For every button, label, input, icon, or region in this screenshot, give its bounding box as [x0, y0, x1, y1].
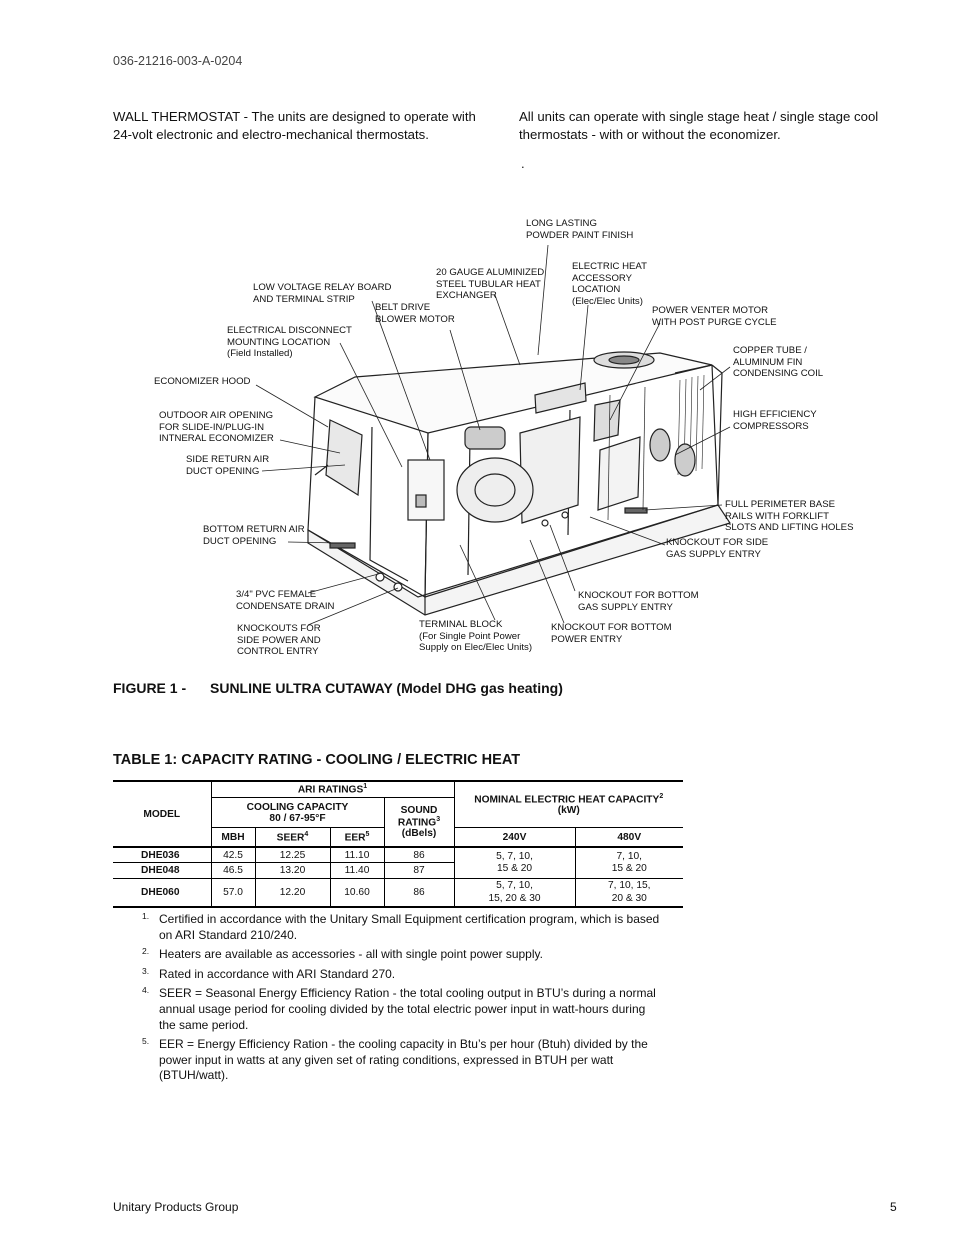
header-model: MODEL [113, 781, 211, 847]
label-outdoor-air-opening: OUTDOOR AIR OPENING FOR SLIDE-IN/PLUG-IN INTNERAL ECONOMIZER [159, 410, 274, 445]
header-nominal-heat: NOMINAL ELECTRIC HEAT CAPACITY$^2$ (kW) [454, 781, 683, 828]
cell-eer: 10.60 [330, 879, 384, 908]
cell-mbh: 42.5 [211, 847, 255, 863]
label-bottom-return: BOTTOM RETURN AIR DUCT OPENING [203, 524, 305, 547]
footnote: 2. Heaters are available as accessories - all with single point power supply. [142, 946, 543, 962]
label-terminal-block: TERMINAL BLOCK (For Single Point Power Supply on Elec/Elec Units) [419, 619, 533, 654]
cell-heat-480v: 7, 10, 15, 20 & 30 [575, 879, 683, 908]
cell-eer: 11.10 [330, 847, 384, 863]
header-mbh: MBH [211, 828, 255, 848]
label-heat-exchanger: 20 GAUGE ALUMINIZED STEEL TUBULAR HEAT EXCHANGER [436, 267, 545, 302]
label-low-voltage-board: LOW VOLTAGE RELAY BOARD AND TERMINAL STRIP [253, 282, 392, 305]
label-powder-paint: LONG LASTING POWDER PAINT FINISH [526, 218, 634, 241]
figure-number: FIGURE 1 - [113, 680, 187, 696]
label-knockout-bottom-power: KNOCKOUT FOR BOTTOM POWER ENTRY [551, 622, 672, 645]
intro-thermostat-text: WALL THERMOSTAT - The units are designed to operate with 24-volt electronic and electro-mechanical thermostats. [113, 109, 476, 142]
label-electric-heat-location: ELECTRIC HEAT ACCESSORY LOCATION (Elec/Elec Units) [572, 261, 647, 307]
footnote: 5. EER = Energy Efficiency Ration - the cooling capacity in Btu’s per hour (Btuh) divided by the power input in watts at any given set of rating conditions, expressed in BTUH per watt (BTUH/watt). [142, 1036, 648, 1083]
cell-sound: 86 [384, 879, 454, 908]
header-sound-rating: SOUND RATING$^3$ (dBels) [384, 798, 454, 848]
label-knockout-bottom-gas: KNOCKOUT FOR BOTTOM GAS SUPPLY ENTRY [578, 590, 699, 613]
table-title: TABLE 1: CAPACITY RATING - COOLING / ELECTRIC HEAT [113, 752, 521, 768]
header-480v: 480V [575, 828, 683, 848]
cell-mbh: 57.0 [211, 879, 255, 908]
label-power-venter: POWER VENTER MOTOR WITH POST PURGE CYCLE [652, 305, 777, 328]
header-seer: SEER$^4$ [255, 828, 330, 848]
label-economizer-hood: ECONOMIZER HOOD [154, 376, 251, 387]
header-240v: 240V [454, 828, 575, 848]
cell-seer: 13.20 [255, 863, 330, 879]
label-condensate-drain: 3/4" PVC FEMALE CONDENSATE DRAIN [236, 589, 335, 612]
figure-title: SUNLINE ULTRA CUTAWAY (Model DHG gas heating) [210, 680, 563, 696]
footnote: 1. Certified in accordance with the Unitary Small Equipment certification program, which is based on ARI Standard 210/240. [142, 911, 660, 942]
label-knockouts-side-power: KNOCKOUTS FOR SIDE POWER AND CONTROL ENTRY [237, 623, 321, 658]
cell-heat-480v: 7, 10, 15 & 20 [575, 847, 683, 879]
cell-model: DHE060 [141, 887, 180, 898]
cell-eer: 11.40 [330, 863, 384, 879]
cell-seer: 12.25 [255, 847, 330, 863]
header-eer: EER$^5$ [330, 828, 384, 848]
label-base-rails: FULL PERIMETER BASE RAILS WITH FORKLIFT SLOTS AND LIFTING HOLES [725, 499, 854, 534]
footer-company: Unitary Products Group [113, 1200, 239, 1214]
label-compressors: HIGH EFFICIENCY COMPRESSORS [733, 409, 817, 432]
label-electrical-disconnect: ELECTRICAL DISCONNECT MOUNTING LOCATION (Field Installed) [227, 325, 352, 360]
cell-model: DHE036 [113, 847, 211, 863]
label-knockout-side-gas: KNOCKOUT FOR SIDE GAS SUPPLY ENTRY [666, 537, 769, 560]
cell-heat-240v: 5, 7, 10, 15 & 20 [454, 847, 575, 879]
cell-sound: 86 [384, 847, 454, 863]
page-number: 5 [890, 1200, 897, 1214]
header-cooling-capacity: COOLING CAPACITY 80 / 67-95°F [211, 798, 384, 828]
capacity-table [113, 780, 683, 908]
table-row [113, 847, 683, 863]
cell-sound: 87 [384, 863, 454, 879]
table-footnotes [142, 912, 662, 1088]
figure-caption [113, 680, 563, 696]
cell-mbh: 46.5 [211, 863, 255, 879]
cell-heat-240v: 5, 7, 10, 15, 20 & 30 [454, 879, 575, 908]
stray-period: . [521, 156, 525, 171]
header-ari-ratings: ARI RATINGS$^1$ [211, 781, 454, 798]
label-blower-motor: BELT DRIVE BLOWER MOTOR [375, 302, 455, 325]
footnote: 3. Rated in accordance with ARI Standard 270. [142, 965, 396, 981]
label-condensing-coil: COPPER TUBE / ALUMINUM FIN CONDENSING COIL [733, 345, 824, 380]
table-row [113, 879, 683, 908]
label-side-return: SIDE RETURN AIR DUCT OPENING [186, 454, 270, 477]
figure-cutaway [140, 205, 880, 675]
footnote: 4. SEER = Seasonal Energy Efficiency Ration - the total cooling output in BTU’s during a normal annual usage period for cooling divided by the total electric power input in watt-hours during the same period. [142, 985, 656, 1032]
cell-model: DHE048 [113, 863, 211, 879]
intro-operation-text: All units can operate with single stage heat / single stage cool thermostats - with or without the economizer. [519, 109, 879, 142]
document-id: 036-21216-003-A-0204 [113, 54, 243, 68]
cell-seer: 12.20 [255, 879, 330, 908]
